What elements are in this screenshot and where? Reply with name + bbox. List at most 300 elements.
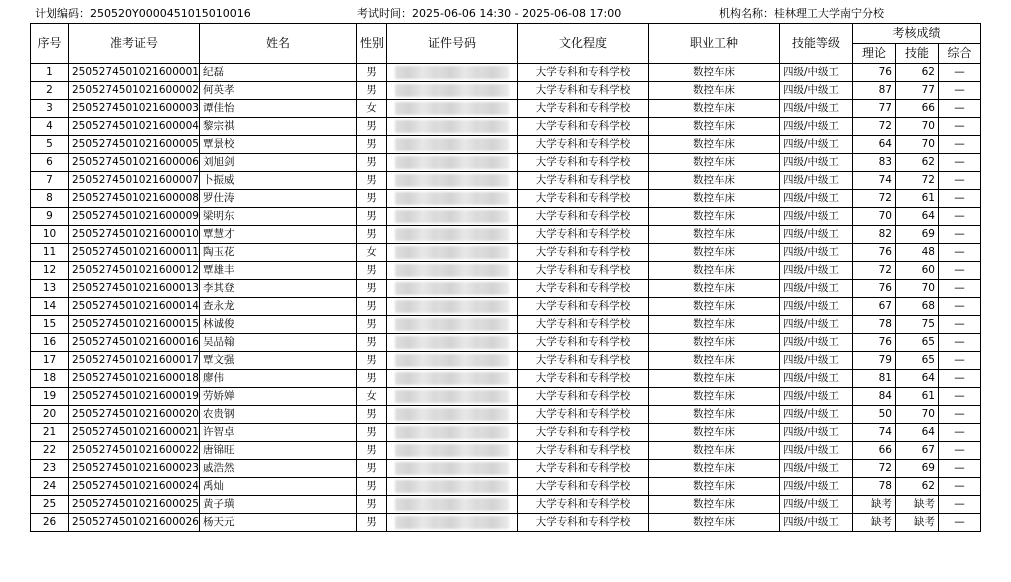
cell-id-number-redacted: [387, 514, 518, 532]
cell-education: 大学专科和专科学校: [518, 82, 649, 100]
cell-overall: —: [939, 478, 981, 496]
org-name: 机构名称：桂林理工大学南宁分校: [719, 7, 884, 20]
cell-skill-level: 四级/中级工: [780, 370, 853, 388]
cell-seq: 13: [31, 280, 69, 298]
cell-skill: 62: [896, 64, 939, 82]
cell-occupation: 数控车床: [649, 136, 780, 154]
cell-skill-level: 四级/中级工: [780, 442, 853, 460]
cell-name: 农贵钢: [200, 406, 357, 424]
cell-seq: 21: [31, 424, 69, 442]
cell-gender: 男: [357, 64, 387, 82]
cell-skill-level: 四级/中级工: [780, 172, 853, 190]
cell-name: 刘旭剑: [200, 154, 357, 172]
cell-skill-level: 四级/中级工: [780, 154, 853, 172]
cell-education: 大学专科和专科学校: [518, 478, 649, 496]
cell-name: 纪磊: [200, 64, 357, 82]
cell-overall: —: [939, 442, 981, 460]
cell-occupation: 数控车床: [649, 460, 780, 478]
cell-skill: 70: [896, 118, 939, 136]
cell-skill: 69: [896, 460, 939, 478]
cell-occupation: 数控车床: [649, 262, 780, 280]
redaction-blur: [395, 156, 509, 169]
col-theory: 理论: [853, 44, 896, 64]
cell-education: 大学专科和专科学校: [518, 514, 649, 532]
cell-education: 大学专科和专科学校: [518, 280, 649, 298]
cell-seq: 26: [31, 514, 69, 532]
cell-theory: 87: [853, 82, 896, 100]
table-row: [31, 478, 981, 496]
redaction-blur: [395, 444, 509, 457]
cell-theory: 76: [853, 244, 896, 262]
cell-admission: 2505274501021600017: [69, 352, 200, 370]
cell-overall: —: [939, 280, 981, 298]
cell-admission: 2505274501021600021: [69, 424, 200, 442]
col-overall: 综合: [939, 44, 981, 64]
cell-overall: —: [939, 226, 981, 244]
cell-admission: 2505274501021600014: [69, 298, 200, 316]
cell-occupation: 数控车床: [649, 352, 780, 370]
col-id-number: 证件号码: [387, 24, 518, 64]
cell-occupation: 数控车床: [649, 334, 780, 352]
table-row: [31, 460, 981, 478]
cell-overall: —: [939, 460, 981, 478]
cell-education: 大学专科和专科学校: [518, 190, 649, 208]
cell-education: 大学专科和专科学校: [518, 136, 649, 154]
redaction-blur: [395, 354, 509, 367]
cell-skill-level: 四级/中级工: [780, 82, 853, 100]
cell-seq: 11: [31, 244, 69, 262]
cell-theory: 78: [853, 316, 896, 334]
cell-occupation: 数控车床: [649, 172, 780, 190]
cell-occupation: 数控车床: [649, 496, 780, 514]
cell-education: 大学专科和专科学校: [518, 334, 649, 352]
cell-id-number-redacted: [387, 478, 518, 496]
cell-education: 大学专科和专科学校: [518, 424, 649, 442]
cell-gender: 女: [357, 100, 387, 118]
cell-theory: 64: [853, 136, 896, 154]
cell-overall: —: [939, 496, 981, 514]
cell-name: 廖伟: [200, 370, 357, 388]
cell-skill-level: 四级/中级工: [780, 388, 853, 406]
cell-education: 大学专科和专科学校: [518, 316, 649, 334]
cell-id-number-redacted: [387, 208, 518, 226]
cell-gender: 女: [357, 244, 387, 262]
cell-name: 覃雄丰: [200, 262, 357, 280]
cell-theory: 76: [853, 334, 896, 352]
cell-overall: —: [939, 208, 981, 226]
cell-occupation: 数控车床: [649, 82, 780, 100]
cell-admission: 2505274501021600022: [69, 442, 200, 460]
cell-gender: 男: [357, 262, 387, 280]
cell-gender: 男: [357, 496, 387, 514]
cell-overall: —: [939, 82, 981, 100]
table-row: [31, 82, 981, 100]
cell-id-number-redacted: [387, 460, 518, 478]
cell-theory: 66: [853, 442, 896, 460]
cell-education: 大学专科和专科学校: [518, 64, 649, 82]
cell-gender: 男: [357, 280, 387, 298]
cell-education: 大学专科和专科学校: [518, 352, 649, 370]
cell-skill: 65: [896, 352, 939, 370]
redaction-blur: [395, 174, 509, 187]
redaction-blur: [395, 66, 509, 79]
cell-gender: 女: [357, 388, 387, 406]
cell-admission: 2505274501021600013: [69, 280, 200, 298]
table-row: [31, 280, 981, 298]
redaction-blur: [395, 300, 509, 313]
cell-gender: 男: [357, 406, 387, 424]
cell-overall: —: [939, 154, 981, 172]
cell-overall: —: [939, 262, 981, 280]
cell-name: 卜振威: [200, 172, 357, 190]
cell-id-number-redacted: [387, 100, 518, 118]
cell-admission: 2505274501021600004: [69, 118, 200, 136]
cell-skill: 69: [896, 226, 939, 244]
cell-id-number-redacted: [387, 406, 518, 424]
cell-skill-level: 四级/中级工: [780, 352, 853, 370]
redaction-blur: [395, 210, 509, 223]
cell-gender: 男: [357, 478, 387, 496]
cell-id-number-redacted: [387, 298, 518, 316]
table-row: [31, 190, 981, 208]
cell-occupation: 数控车床: [649, 514, 780, 532]
cell-education: 大学专科和专科学校: [518, 100, 649, 118]
cell-education: 大学专科和专科学校: [518, 172, 649, 190]
cell-occupation: 数控车床: [649, 406, 780, 424]
cell-overall: —: [939, 424, 981, 442]
cell-name: 吴品翰: [200, 334, 357, 352]
cell-id-number-redacted: [387, 82, 518, 100]
cell-id-number-redacted: [387, 388, 518, 406]
cell-skill: 66: [896, 100, 939, 118]
redaction-blur: [395, 282, 509, 295]
cell-skill-level: 四级/中级工: [780, 100, 853, 118]
table-row: [31, 388, 981, 406]
cell-skill: 缺考: [896, 496, 939, 514]
cell-theory: 72: [853, 118, 896, 136]
cell-gender: 男: [357, 460, 387, 478]
cell-overall: —: [939, 172, 981, 190]
cell-overall: —: [939, 190, 981, 208]
cell-admission: 2505274501021600008: [69, 190, 200, 208]
exam-time: 考试时间：2025-06-06 14:30 - 2025-06-08 17:00: [357, 7, 622, 20]
cell-overall: —: [939, 244, 981, 262]
cell-gender: 男: [357, 208, 387, 226]
cell-name: 林诚俊: [200, 316, 357, 334]
cell-seq: 18: [31, 370, 69, 388]
cell-name: 覃文强: [200, 352, 357, 370]
cell-name: 查永龙: [200, 298, 357, 316]
col-score-group: 考核成绩: [853, 24, 981, 44]
cell-gender: 男: [357, 136, 387, 154]
cell-admission: 2505274501021600018: [69, 370, 200, 388]
cell-seq: 4: [31, 118, 69, 136]
score-table: [30, 23, 981, 532]
cell-id-number-redacted: [387, 190, 518, 208]
cell-skill: 62: [896, 478, 939, 496]
cell-skill-level: 四级/中级工: [780, 334, 853, 352]
cell-skill: 77: [896, 82, 939, 100]
cell-admission: 2505274501021600011: [69, 244, 200, 262]
cell-education: 大学专科和专科学校: [518, 406, 649, 424]
cell-skill: 64: [896, 208, 939, 226]
cell-theory: 67: [853, 298, 896, 316]
cell-overall: —: [939, 298, 981, 316]
cell-seq: 3: [31, 100, 69, 118]
cell-skill: 70: [896, 136, 939, 154]
cell-theory: 72: [853, 190, 896, 208]
redaction-blur: [395, 498, 509, 511]
cell-education: 大学专科和专科学校: [518, 496, 649, 514]
cell-education: 大学专科和专科学校: [518, 442, 649, 460]
cell-admission: 2505274501021600002: [69, 82, 200, 100]
cell-name: 何英孝: [200, 82, 357, 100]
cell-skill: 62: [896, 154, 939, 172]
cell-theory: 76: [853, 64, 896, 82]
cell-theory: 83: [853, 154, 896, 172]
table-row: [31, 298, 981, 316]
cell-theory: 78: [853, 478, 896, 496]
cell-name: 罗仕涛: [200, 190, 357, 208]
cell-seq: 8: [31, 190, 69, 208]
cell-id-number-redacted: [387, 64, 518, 82]
cell-skill: 65: [896, 334, 939, 352]
cell-gender: 男: [357, 82, 387, 100]
cell-gender: 男: [357, 370, 387, 388]
cell-name: 覃景校: [200, 136, 357, 154]
cell-seq: 14: [31, 298, 69, 316]
table-row: [31, 352, 981, 370]
table-row: [31, 514, 981, 532]
cell-skill-level: 四级/中级工: [780, 208, 853, 226]
cell-education: 大学专科和专科学校: [518, 226, 649, 244]
redaction-blur: [395, 426, 509, 439]
cell-theory: 72: [853, 460, 896, 478]
redaction-blur: [395, 390, 509, 403]
cell-skill-level: 四级/中级工: [780, 64, 853, 82]
cell-occupation: 数控车床: [649, 226, 780, 244]
cell-occupation: 数控车床: [649, 316, 780, 334]
table-row: [31, 424, 981, 442]
cell-skill-level: 四级/中级工: [780, 190, 853, 208]
table-row: [31, 406, 981, 424]
cell-skill: 70: [896, 280, 939, 298]
cell-admission: 2505274501021600019: [69, 388, 200, 406]
cell-id-number-redacted: [387, 244, 518, 262]
cell-theory: 74: [853, 172, 896, 190]
redaction-blur: [395, 84, 509, 97]
cell-seq: 22: [31, 442, 69, 460]
cell-skill-level: 四级/中级工: [780, 298, 853, 316]
cell-overall: —: [939, 406, 981, 424]
table-header: [31, 24, 981, 64]
cell-occupation: 数控车床: [649, 154, 780, 172]
redaction-blur: [395, 336, 509, 349]
cell-skill-level: 四级/中级工: [780, 478, 853, 496]
redaction-blur: [395, 462, 509, 475]
cell-id-number-redacted: [387, 172, 518, 190]
cell-education: 大学专科和专科学校: [518, 154, 649, 172]
col-admission: 准考证号: [69, 24, 200, 64]
cell-id-number-redacted: [387, 136, 518, 154]
cell-occupation: 数控车床: [649, 208, 780, 226]
table-row: [31, 244, 981, 262]
cell-skill-level: 四级/中级工: [780, 460, 853, 478]
table-row: [31, 64, 981, 82]
cell-gender: 男: [357, 118, 387, 136]
cell-id-number-redacted: [387, 226, 518, 244]
cell-skill: 48: [896, 244, 939, 262]
col-education: 文化程度: [518, 24, 649, 64]
table-body: [31, 64, 981, 532]
cell-admission: 2505274501021600005: [69, 136, 200, 154]
cell-skill: 64: [896, 424, 939, 442]
cell-skill-level: 四级/中级工: [780, 280, 853, 298]
cell-admission: 2505274501021600015: [69, 316, 200, 334]
cell-skill: 67: [896, 442, 939, 460]
cell-id-number-redacted: [387, 118, 518, 136]
cell-admission: 2505274501021600020: [69, 406, 200, 424]
cell-theory: 82: [853, 226, 896, 244]
cell-seq: 17: [31, 352, 69, 370]
col-skill-level: 技能等级: [780, 24, 853, 64]
document-header: [0, 5, 1011, 21]
cell-gender: 男: [357, 352, 387, 370]
cell-overall: —: [939, 100, 981, 118]
cell-gender: 男: [357, 190, 387, 208]
cell-id-number-redacted: [387, 154, 518, 172]
table-row: [31, 496, 981, 514]
cell-seq: 25: [31, 496, 69, 514]
cell-name: 禹灿: [200, 478, 357, 496]
cell-theory: 72: [853, 262, 896, 280]
cell-name: 戚浩然: [200, 460, 357, 478]
table-row: [31, 100, 981, 118]
cell-admission: 2505274501021600026: [69, 514, 200, 532]
cell-skill: 70: [896, 406, 939, 424]
cell-education: 大学专科和专科学校: [518, 244, 649, 262]
col-skill: 技能: [896, 44, 939, 64]
cell-gender: 男: [357, 172, 387, 190]
cell-name: 唐锦旺: [200, 442, 357, 460]
cell-name: 陶玉花: [200, 244, 357, 262]
cell-occupation: 数控车床: [649, 370, 780, 388]
col-occupation: 职业工种: [649, 24, 780, 64]
cell-occupation: 数控车床: [649, 118, 780, 136]
cell-gender: 男: [357, 154, 387, 172]
cell-seq: 12: [31, 262, 69, 280]
cell-seq: 19: [31, 388, 69, 406]
cell-id-number-redacted: [387, 334, 518, 352]
redaction-blur: [395, 516, 509, 529]
col-name: 姓名: [200, 24, 357, 64]
cell-theory: 74: [853, 424, 896, 442]
cell-gender: 男: [357, 424, 387, 442]
cell-name: 杨天元: [200, 514, 357, 532]
redaction-blur: [395, 120, 509, 133]
cell-occupation: 数控车床: [649, 100, 780, 118]
cell-admission: 2505274501021600009: [69, 208, 200, 226]
cell-seq: 7: [31, 172, 69, 190]
cell-seq: 16: [31, 334, 69, 352]
cell-id-number-redacted: [387, 262, 518, 280]
redaction-blur: [395, 246, 509, 259]
cell-name: 李其登: [200, 280, 357, 298]
cell-occupation: 数控车床: [649, 190, 780, 208]
redaction-blur: [395, 408, 509, 421]
cell-skill-level: 四级/中级工: [780, 316, 853, 334]
cell-gender: 男: [357, 334, 387, 352]
cell-skill: 72: [896, 172, 939, 190]
cell-skill-level: 四级/中级工: [780, 262, 853, 280]
cell-admission: 2505274501021600006: [69, 154, 200, 172]
table-row: [31, 208, 981, 226]
cell-skill: 61: [896, 190, 939, 208]
table-row: [31, 370, 981, 388]
cell-theory: 50: [853, 406, 896, 424]
cell-education: 大学专科和专科学校: [518, 118, 649, 136]
table-row: [31, 334, 981, 352]
cell-id-number-redacted: [387, 370, 518, 388]
cell-education: 大学专科和专科学校: [518, 460, 649, 478]
cell-theory: 缺考: [853, 514, 896, 532]
cell-gender: 男: [357, 316, 387, 334]
redaction-blur: [395, 102, 509, 115]
cell-name: 黄子璜: [200, 496, 357, 514]
table-row: [31, 262, 981, 280]
cell-name: 许智卓: [200, 424, 357, 442]
cell-name: 劳娇婵: [200, 388, 357, 406]
cell-occupation: 数控车床: [649, 298, 780, 316]
redaction-blur: [395, 228, 509, 241]
plan-code: 计划编码：250520Y0000451015010016: [35, 7, 251, 20]
cell-skill-level: 四级/中级工: [780, 244, 853, 262]
cell-skill-level: 四级/中级工: [780, 136, 853, 154]
cell-theory: 79: [853, 352, 896, 370]
cell-id-number-redacted: [387, 280, 518, 298]
cell-skill: 64: [896, 370, 939, 388]
cell-skill-level: 四级/中级工: [780, 496, 853, 514]
cell-seq: 9: [31, 208, 69, 226]
cell-overall: —: [939, 334, 981, 352]
cell-theory: 76: [853, 280, 896, 298]
cell-id-number-redacted: [387, 424, 518, 442]
cell-skill: 缺考: [896, 514, 939, 532]
cell-theory: 70: [853, 208, 896, 226]
redaction-blur: [395, 138, 509, 151]
cell-occupation: 数控车床: [649, 442, 780, 460]
cell-admission: 2505274501021600010: [69, 226, 200, 244]
table-row: [31, 118, 981, 136]
cell-admission: 2505274501021600025: [69, 496, 200, 514]
cell-overall: —: [939, 370, 981, 388]
col-gender: 性别: [357, 24, 387, 64]
table-row: [31, 172, 981, 190]
cell-overall: —: [939, 316, 981, 334]
cell-theory: 缺考: [853, 496, 896, 514]
cell-gender: 男: [357, 514, 387, 532]
cell-skill-level: 四级/中级工: [780, 226, 853, 244]
cell-id-number-redacted: [387, 442, 518, 460]
cell-gender: 男: [357, 298, 387, 316]
cell-occupation: 数控车床: [649, 424, 780, 442]
table-row: [31, 226, 981, 244]
table-row: [31, 154, 981, 172]
cell-seq: 6: [31, 154, 69, 172]
cell-skill-level: 四级/中级工: [780, 424, 853, 442]
cell-seq: 20: [31, 406, 69, 424]
cell-admission: 2505274501021600007: [69, 172, 200, 190]
